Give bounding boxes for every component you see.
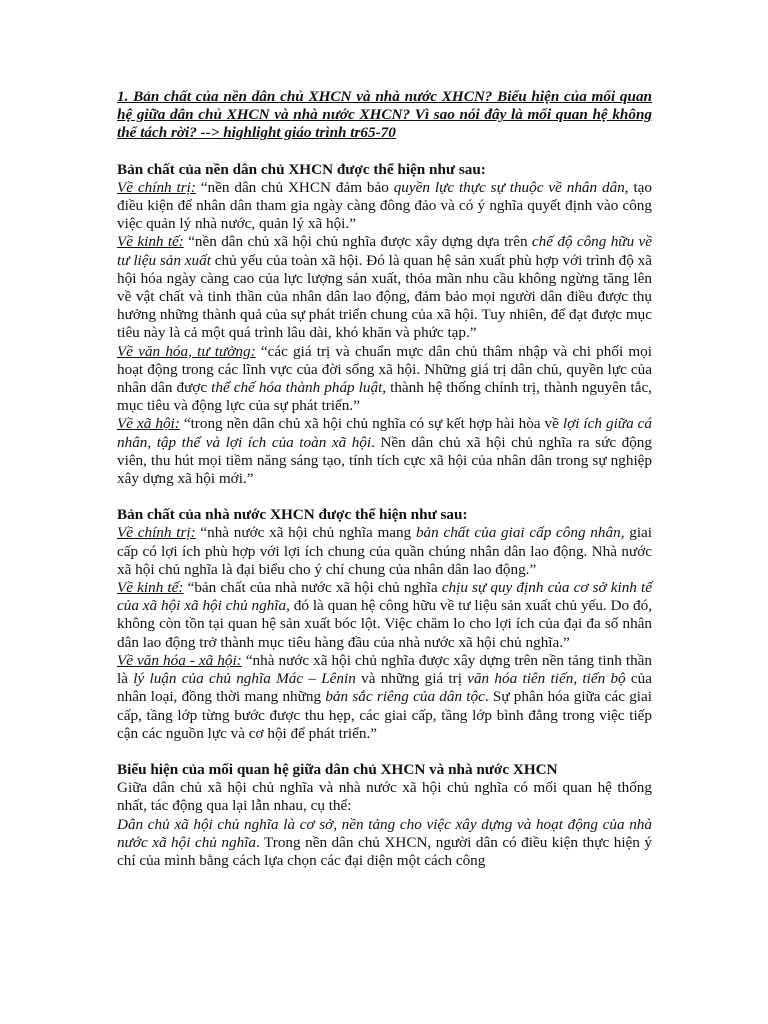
text-run: Về kinh tế: [117,233,184,251]
text-run: “bản chất của nhà nước xã hội chủ nghĩa [183,579,442,597]
document-page [117,88,652,870]
text-run: , tạo điều kiện để nhân dân tham gia ngày càng đông đảo và có ý nghĩa quyết định vào công việc quản lý nhà nước, quản lý xã hội.” [117,178,652,233]
text-run: Về văn hóa, tư tưởng: [117,342,256,360]
text-run: chế độ công hữu về tư liệu sản xuất [117,233,652,269]
text-run: lý luận của chủ nghĩa Mác – Lênin [133,670,356,688]
text-run: chủ yếu của toàn xã hội. Đó là quan hệ sản xuất phù hợp với trình độ xã hội hóa ngày càng cao của lực lượng sản xuất, thỏa mãn nhu cầu không ngừng tăng lên về vật chất và tinh thần của nhân dân lao động, đảm bảo mọi người dân điều được thụ hưởng những thành quả của sự phát triển chung của xã hội. Tuy nhiên, để đạt được mục tiêu này là cả một quá trình lâu dài, khó khăn và phức tạp.” [117,251,652,342]
text-run: bản chất của giai cấp công nhân [415,524,621,542]
text-run: . Trong nền dân chủ XHCN, người dân có điều kiện thực hiện ý chí của mình bằng cách lựa chọn các đại diện một cách công [117,833,652,869]
text-run: Về chính trị: [117,178,196,196]
paragraph-relationship-basis [117,816,652,871]
text-run: thành hệ thống chính trị, thành nguyên tắc, mục tiêu và động lực của sự phát triển.” [117,379,652,415]
paragraph-state-economy [117,579,652,652]
text-run: “nền dân chủ XHCN đảm bảo [195,178,394,196]
text-run: “nền dân chủ xã hội chủ nghĩa được xây dựng dựa trên [183,233,532,251]
text-run: . Sự phân hóa giữa các giai cấp, tầng lớp từng bước được thu hẹp, các giai cấp, tầng lớp bình đẳng trong việc tiếp cận các nguồn lực và cơ hội để phát triển.” [117,688,652,742]
paragraph-democracy-economy [117,233,652,342]
text-run: “nhà nước xã hội chủ nghĩa mang [195,524,416,542]
paragraph-state-politics [117,524,652,579]
spacer [117,743,652,761]
text-run: thể chế hóa thành pháp luật, [211,379,387,397]
text-run: , giai cấp có lợi ích phù hợp với lợi ích chung của quần chúng nhân dân lao động. Nhà nước xã hội chủ nghĩa là đại biểu cho ý chí chung của nhân dân lao động.” [117,524,652,578]
paragraph-democracy-politics [117,179,652,234]
text-run: . Nền dân chủ xã hội chủ nghĩa ra sức động viên, thu hút mọi tiềm năng sáng tạo, tính tích cực xã hội của nhân dân trong sự nghiệp xây dựng xã hội mới.” [117,433,652,488]
text-run: Về chính trị: [117,524,196,542]
section-heading-relationship: Biểu hiện của mối quan hệ giữa dân chủ XHCN và nhà nước XHCN [117,760,558,778]
spacer [117,488,652,506]
paragraph-state-culture [117,652,652,743]
text-run: của nhân loại, đồng thời mang những [117,670,652,706]
text-run: , đó là quan hệ công hữu về tư liệu sản xuất chủ yếu. Do đó, không còn tồn tại quan hệ sản xuất bóc lột. Việc chăm lo cho lợi ích của đại đa số nhân dân lao động trở thành mục tiêu hàng đầu của nhà nước xã hội chủ nghĩa.” [117,597,652,651]
text-run: lợi ích giữa cá nhân, tập thể và lợi ích của toàn xã hội [117,415,652,451]
paragraph-relationship-intro [117,779,652,815]
text-run: và những giá trị [355,670,468,688]
text-run: Về xã hội: [117,415,180,433]
text-run: Về văn hóa - xã hội: [117,651,242,669]
paragraph-democracy-culture [117,343,652,416]
text-run: văn hóa tiên tiến, tiến bộ [467,670,626,688]
text-run: quyền lực thực sự thuộc về nhân dân [393,178,625,196]
text-run: Dân chủ xã hội chủ nghĩa là cơ sở, nền tảng cho việc xây dựng và hoạt động của nhà nước xã hội chủ nghĩa [117,815,652,851]
section-heading-democracy: Bản chất của nền dân chủ XHCN được thể hiện như sau: [117,160,486,178]
question-heading: 1. Bản chất của nền dân chủ XHCN và nhà nước XHCN? Biểu hiện của mối quan hệ giữa dân chủ XHCN và nhà nước XHCN? Vì sao nói đây là mối quan hệ không thể tách rời? --> highlight giáo trình tr65-70 [117,88,652,142]
text-run: Về kinh tế: [117,579,184,597]
section-heading-state: Bản chất của nhà nước XHCN được thể hiện như sau: [117,506,468,524]
spacer [117,143,652,161]
text-run: “trong nền dân chủ xã hội chủ nghĩa có sự kết hợp hài hòa về [179,415,563,433]
paragraph-democracy-society [117,415,652,488]
text-run: Giữa dân chủ xã hội chủ nghĩa và nhà nước xã hội chủ nghĩa có mối quan hệ thống nhất, tác động qua lại lẫn nhau, cụ thể: [117,779,652,815]
text-run: chịu sự quy định của cơ sở kinh tế của xã hội xã hội chủ nghĩa [117,579,652,615]
text-run: bản sắc riêng của dân tộc [325,688,485,706]
text-run: “các giá trị và chuẩn mực dân chủ thâm nhập và chi phối mọi hoạt động trong các lĩnh vực của đời sống xã hội. Những giá trị dân chủ, quyền lực của nhân dân được [117,342,652,397]
text-run: “nhà nước xã hội chủ nghĩa được xây dựng trên nền tảng tinh thần là [117,651,652,688]
